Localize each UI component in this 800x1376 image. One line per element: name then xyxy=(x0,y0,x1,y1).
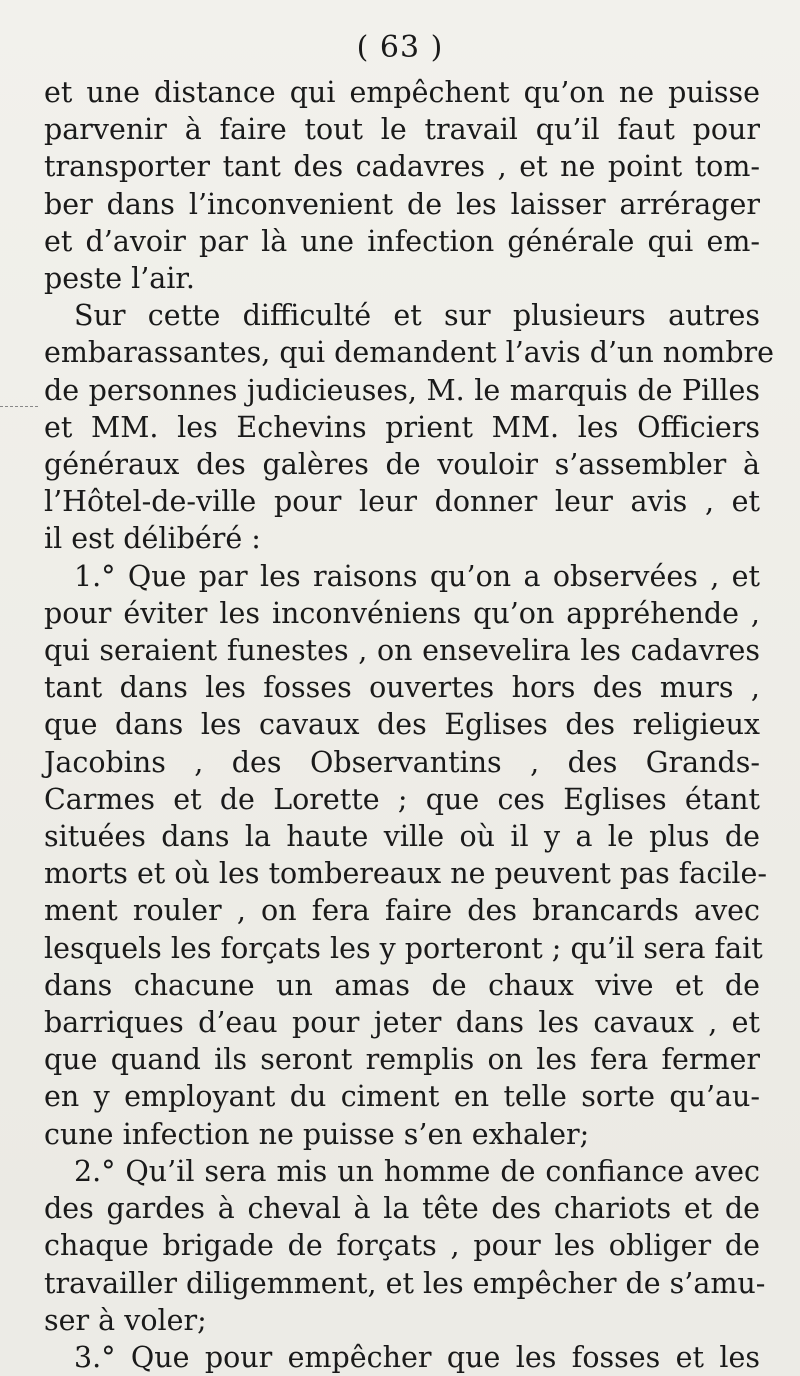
text-line: ber dans l’inconvenient de les laisser arrérager xyxy=(44,187,760,221)
text-line: travailler diligemment, et les empêcher de s’amu- xyxy=(44,1266,766,1300)
text-line: en y employant du ciment en telle sorte qu’au- xyxy=(44,1080,760,1114)
text-line: ment rouler , on fera faire des brancards avec xyxy=(44,894,760,928)
text-line: et d’avoir par là une infection générale qui em- xyxy=(44,224,760,258)
text-line: et une distance qui empêchent qu’on ne puisse xyxy=(44,76,760,109)
text-line: tant dans les fosses ouvertes hors des murs , xyxy=(44,671,760,705)
text-line: Jacobins , des Observantins , des Grands- xyxy=(44,745,760,779)
text-line: que quand ils seront remplis on les fera fermer xyxy=(44,1043,760,1077)
page-number: ( 63 ) xyxy=(356,30,444,65)
text-line: barriques d’eau pour jeter dans les cavaux , et xyxy=(44,1006,760,1040)
text-line: parvenir à faire tout le travail qu’il faut pour xyxy=(44,113,760,147)
text-line: embarassantes, qui demandent l’avis d’un nombre xyxy=(44,336,775,370)
text-line: cune infection ne puisse s’en exhaler; xyxy=(44,1117,590,1151)
text-line: et MM. les Echevins prient MM. les Officiers xyxy=(44,410,760,444)
text-line: 2.° Qu’il sera mis un homme de confiance avec xyxy=(74,1154,760,1188)
text-line: des gardes à cheval à la tête des chariots et de xyxy=(44,1192,760,1226)
text-line: l’Hôtel-de-ville pour leur donner leur avis , et xyxy=(44,485,760,519)
body-text xyxy=(44,74,775,1376)
margin-mark xyxy=(0,406,38,407)
text-line: lesquels les forçats les y porteront ; qu’il sera fait xyxy=(44,931,763,965)
text-line: Sur cette difficulté et sur plusieurs autres xyxy=(74,299,760,333)
text-line: ser à voler; xyxy=(44,1303,207,1337)
text-line: de personnes judicieuses, M. le marquis de Pilles xyxy=(44,373,760,407)
text-line: morts et où les tombereaux ne peuvent pas facile- xyxy=(44,857,768,891)
text-line: 3.° Que pour empêcher que les fosses et les xyxy=(74,1340,760,1374)
text-line: que dans les cavaux des Eglises des religieux xyxy=(44,708,760,742)
text-line: peste l’air. xyxy=(44,262,195,296)
text-line: il est délibéré : xyxy=(44,522,261,556)
text-line: qui seraient funestes , on ensevelira les cadavres xyxy=(44,634,760,668)
text-line: dans chacune un amas de chaux vive et de xyxy=(44,968,760,1002)
text-line: situées dans la haute ville où il y a le plus de xyxy=(44,820,760,854)
text-line: pour éviter les inconvéniens qu’on appréhende , xyxy=(44,596,760,630)
text-line: transporter tant des cadavres , et ne point tom- xyxy=(44,150,760,184)
text-line: 1.° Que par les raisons qu’on a observées , et xyxy=(74,559,760,593)
text-line: chaque brigade de forçats , pour les obliger de xyxy=(44,1229,760,1263)
text-line: Carmes et de Lorette ; que ces Eglises étant xyxy=(44,782,760,816)
text-line: généraux des galères de vouloir s’assembler à xyxy=(44,448,760,482)
